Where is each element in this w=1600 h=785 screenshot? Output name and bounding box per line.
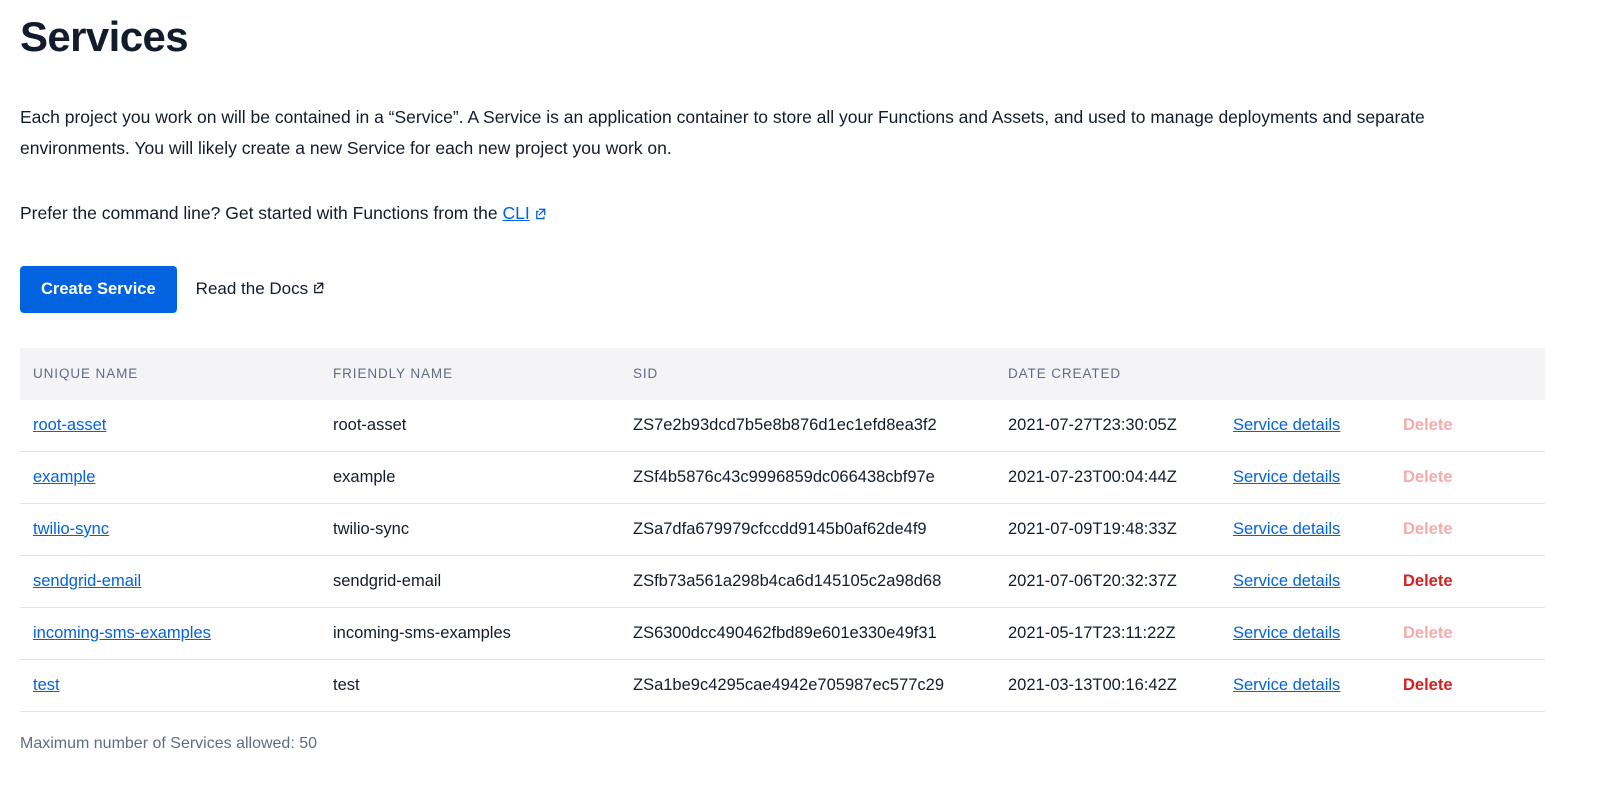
- table-header-row: [20, 348, 1545, 400]
- cell-date-created: 2021-07-27T23:30:05Z: [1008, 400, 1233, 452]
- column-header-friendly-name: FRIENDLY NAME: [333, 348, 633, 400]
- page-description: Each project you work on will be contained in a “Service”. A Service is an application container to store all your Functions and Assets, and used to manage deployments and separate environments. You will likely create a new Service for each new project you work on.: [20, 107, 1425, 159]
- cell-date-created: 2021-07-23T00:04:44Z: [1008, 451, 1233, 503]
- column-header-date-created: DATE CREATED: [1008, 348, 1233, 400]
- cell-sid: ZSf4b5876c43c9996859dc066438cbf97e: [633, 451, 1008, 503]
- cell-sid: ZSa7dfa679979cfccdd9145b0af62de4f9: [633, 503, 1008, 555]
- service-details-link[interactable]: Service details: [1233, 571, 1341, 590]
- cell-date-created: 2021-07-06T20:32:37Z: [1008, 555, 1233, 607]
- delete-button[interactable]: Delete: [1403, 623, 1453, 642]
- cell-delete: [1403, 503, 1545, 555]
- cell-unique-name: [20, 607, 333, 659]
- cell-date-created: 2021-05-17T23:11:22Z: [1008, 607, 1233, 659]
- cli-link[interactable]: CLI: [502, 203, 530, 224]
- cell-details: [1233, 555, 1403, 607]
- table-row: [20, 451, 1545, 503]
- action-bar: [20, 266, 1580, 313]
- cell-unique-name: [20, 451, 333, 503]
- cell-friendly-name: root-asset: [333, 400, 633, 452]
- cell-friendly-name: incoming-sms-examples: [333, 607, 633, 659]
- column-header-details: [1233, 348, 1403, 400]
- service-name-link[interactable]: twilio-sync: [33, 519, 110, 538]
- cell-details: [1233, 400, 1403, 452]
- create-service-button[interactable]: Create Service: [20, 266, 177, 313]
- read-the-docs-label: Read the Docs: [195, 279, 309, 299]
- delete-button[interactable]: Delete: [1403, 675, 1453, 694]
- table-row: [20, 400, 1545, 452]
- service-name-link[interactable]: test: [33, 675, 60, 694]
- cell-sid: ZS6300dcc490462fbd89e601e330e49f31: [633, 607, 1008, 659]
- cell-delete: [1403, 607, 1545, 659]
- service-name-link[interactable]: sendgrid-email: [33, 571, 142, 590]
- delete-button[interactable]: Delete: [1403, 571, 1453, 590]
- cell-details: [1233, 607, 1403, 659]
- cell-unique-name: [20, 659, 333, 711]
- read-the-docs-link[interactable]: [196, 279, 325, 299]
- cell-friendly-name: sendgrid-email: [333, 555, 633, 607]
- cli-hint: [20, 198, 1580, 230]
- cell-details: [1233, 659, 1403, 711]
- cell-sid: ZS7e2b93dcd7b5e8b876d1ec1efd8ea3f2: [633, 400, 1008, 452]
- cell-delete: [1403, 451, 1545, 503]
- cli-hint-text: Prefer the command line? Get started with Functions from the: [20, 203, 503, 224]
- cell-unique-name: [20, 400, 333, 452]
- cell-details: [1233, 451, 1403, 503]
- cell-delete: [1403, 400, 1545, 452]
- column-header-unique-name: UNIQUE NAME: [20, 348, 333, 400]
- table-row: [20, 555, 1545, 607]
- table-row: [20, 503, 1545, 555]
- external-link-icon: [534, 199, 547, 230]
- cell-details: [1233, 503, 1403, 555]
- cell-date-created: 2021-03-13T00:16:42Z: [1008, 659, 1233, 711]
- service-details-link[interactable]: Service details: [1233, 675, 1341, 694]
- service-details-link[interactable]: Service details: [1233, 467, 1341, 486]
- cell-friendly-name: example: [333, 451, 633, 503]
- max-services-note: Maximum number of Services allowed: 50: [20, 734, 318, 752]
- service-name-link[interactable]: incoming-sms-examples: [33, 623, 211, 642]
- table-row: [20, 659, 1545, 711]
- cell-sid: ZSfb73a561a298b4ca6d145105c2a98d68: [633, 555, 1008, 607]
- service-name-link[interactable]: example: [33, 467, 96, 486]
- cell-date-created: 2021-07-09T19:48:33Z: [1008, 503, 1233, 555]
- service-details-link[interactable]: Service details: [1233, 519, 1341, 538]
- cell-delete: [1403, 659, 1545, 711]
- service-details-link[interactable]: Service details: [1233, 415, 1341, 434]
- cell-delete: [1403, 555, 1545, 607]
- delete-button[interactable]: Delete: [1403, 467, 1453, 486]
- delete-button[interactable]: Delete: [1403, 415, 1453, 434]
- cell-friendly-name: twilio-sync: [333, 503, 633, 555]
- service-details-link[interactable]: Service details: [1233, 623, 1341, 642]
- cell-unique-name: [20, 503, 333, 555]
- cell-sid: ZSa1be9c4295cae4942e705987ec577c29: [633, 659, 1008, 711]
- table-header: [20, 348, 1545, 400]
- column-header-sid: SID: [633, 348, 1008, 400]
- cell-unique-name: [20, 555, 333, 607]
- table-row: [20, 607, 1545, 659]
- service-name-link[interactable]: root-asset: [33, 415, 107, 434]
- delete-button[interactable]: Delete: [1403, 519, 1453, 538]
- column-header-delete: [1403, 348, 1545, 400]
- external-link-icon: [312, 279, 325, 299]
- page-title: Services: [20, 13, 189, 60]
- services-table: [20, 348, 1545, 712]
- table-body: [20, 400, 1545, 712]
- cell-friendly-name: test: [333, 659, 633, 711]
